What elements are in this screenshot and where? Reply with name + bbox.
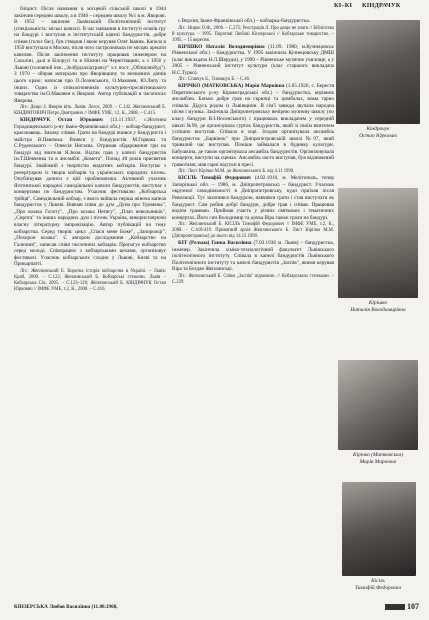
caption-kisil: Кісіль Тимофій Федорович bbox=[354, 578, 402, 591]
entry-kindrachuk bbox=[14, 117, 166, 268]
page-number-value: 107 bbox=[407, 602, 419, 611]
left-column bbox=[14, 6, 166, 612]
entry-text: (7.03.1936 м. Львів) – бандуристка, інженер. Закінчила хіміко-технологічний факультет Львівського політехнічного інституту. Співала в капелі бандуристів Львівського Політехнічного інституту та капелі бандуристів „Заспів", якими керував Віра та Богдан Жеплинські. bbox=[172, 240, 334, 273]
entry-kit bbox=[172, 240, 334, 273]
entry-kirishko bbox=[172, 44, 334, 77]
entry-name: КІРІШКО Наталія Володимирівна bbox=[178, 43, 265, 50]
mid-top-text: с.Верхня, Івано-Франківської обл.) – кобзарка-бандуристка. bbox=[178, 18, 310, 24]
entry-kirichko bbox=[172, 83, 334, 168]
entry-literature: Літ.: Ставчук Б., Тимощук Б. – С.46. bbox=[178, 77, 251, 83]
entry-literature: Літ.: Лист Кірічко М.М. до Жеплинського Б. від 4.11.1990. bbox=[178, 169, 295, 175]
entry-literature: Літ.: Жеплинський Б. КІСІЛЬ Тимофій Федорович // ІМФЕ УМЕ, т.2, К., 2008. – С.418-419. Приватний архів Жеплинського Б. Лист Кірічко М.М. (Дніпропетровськ) до нього від 14.12.1990. bbox=[172, 222, 334, 240]
page-number-bar bbox=[385, 604, 405, 610]
footer-entry: КІНЗЕРСЬКА Любов Василівна (11.08.1960, bbox=[14, 604, 118, 610]
entry-text: (11.09. 1980, м.Кузнецовськ Рівненської обл.) – бандуристка. У 1995 закінчила Кузнецовську ДМШ (клас викладача Н.Л.Шеруди), у 1999 – Рівненське музичне училище, а у 2005 – Рівненський інститут культури (клас старшого викладача Н.С.Турко). bbox=[172, 43, 334, 76]
running-head-left: КІ–КІ bbox=[334, 2, 353, 9]
photo-kisil bbox=[342, 482, 416, 576]
photo-kindrachuk bbox=[336, 20, 420, 124]
caption-kirishko: Кірішко Наталія Володимирівна bbox=[350, 300, 406, 313]
caption-kirichko: Кірічко (Матковська) Марія Марківна bbox=[352, 452, 403, 465]
middle-column bbox=[172, 18, 334, 618]
entry-text: (4.02.1910, м. Мелітополь, тепер Запорізької обл. – 1986, м. Дніпропетровськ) – бандурист. Учасник окружної самодіяльності в Дніпропетровську, куди приїхав після Революції. Тут захопився бандурою, навчився грати і став виступати як бандурист. Сам робив добрі бандури, добре грав і співав. Працював водієм трамваю. Приймав участь у різних святкових і тематичних концертах. Його син Володимир та дочка Віра також грали на бандурі. bbox=[172, 175, 334, 221]
intro-literature: Літ.: Дещо З. Яворів віть. Львів: Логос, 2009. – С.142. Жеплинський Б. КІНДРАТОВИЧ Петро Дмитрович // ІМФЕ УМЕ, т.2, К., 2008. – С.415. bbox=[14, 105, 166, 117]
entry-text: (1.05.1926, с. Берестя Пирятинського р-ну Кіровоградської обл.) – бандуристка, керівник ансамблю. Батько добре грав на скрипці та цимбалах, мама гарно співала. Дідусь родом із Львівщини. В сім'ї завжди звучала народна пісня і музика. Закінчила Дніпропетровську вечірню музичну школу (по класу бандури В.І.Носенського) і працювала викладачем у середній школі №96, де організувала гурток бандуристів, який зі своїм вчителем успішно виступав. Співала в хорі. Згодом організувала ансамбль бандуристок „Барвінок" при Дніпропетровській школі №97, який тривалий час виступав. Пізніше займалася в будинку культури. Бабушкіна, де також організувала ансамбль бандуристів. Організовувала концерти, виступи на сценах. Ансамбль часто виступав, був відзначений грамотами, мав гарні відгуки в пресі. bbox=[172, 83, 334, 168]
entry-literature: Літ.: Жеплинський Б. Співи „Заспів" відмовою. // Кобзарським стежками. – С.229. bbox=[172, 273, 334, 285]
entry-name: КІНДРАЧУК Остап Юркович bbox=[20, 117, 103, 124]
entry-literature: Літ.: Жеплинський Б. Коротка історія кобзарства в Україні. – Львів: Край, 2000. – С.122; Жеплинський Б. Кобзарські стежини. Львів – Кобзарська Січ, 2005. – С.123–126; Жеплинський Б. КІНДРАЧУК Остап Юркович // ІМФЕ УМЕ, т.2, К., 2008. – С.416. bbox=[14, 268, 166, 292]
page-number bbox=[385, 602, 419, 611]
intro-paragraph: бліцист. Після навчання в місцевій сільській школі в 1944 закінчив середню школу, а в 1946 – середню школу №1 в м. Яворові. В 1952 – закінчив Львівський Політехнічний інститут (спеціальність: міські шляхи). В час навчання в інституті освоїв гру на бандурі і виступав в інститутській капелі бандуристів, добре співав (голос бас), був створив і якою керував Олег Іваник. Капела в 1950 виступала в Москві, після чого гастролювала по місцях арешти капелян. Після закінчення інституту працював інженером на Сахаліні, далі в Білорусі та в Ніжині на Чернігівщині, а з 1956 у Львові (головний інж. „Зелбудзахідтрансу" з.т. пост. „Облшляхбуд"). З 1970 – збирав матеріали про Яворівщину та визначних діячів цього краю; написав про О.Лозинського, О.Маковея, Ю.Липу та інших. Один із співзасновників культурно-просвітницького товариства ім.О.Маковея в Яворові. Автор публікацій в часописах Яворова. bbox=[14, 6, 166, 104]
entry-kisil bbox=[172, 175, 334, 221]
running-head-right: КІНДРАЧУК bbox=[361, 2, 401, 9]
entry-name: КІСІЛЬ Тимофій Федорович bbox=[178, 175, 251, 182]
photo-kirichko bbox=[338, 360, 418, 450]
mid-top-literature: Літ.: Нирко О.Ф., 2006. – С.275; Реєстрація Л. Про дещо не знати // Бібліотека й культура. – 1995. Порогові Любові Кінзерської // Кобзарське товариство. – 1995. – 15 вересня. bbox=[172, 25, 334, 43]
running-head bbox=[334, 2, 408, 9]
entry-text: (13.11.1937, с.Яготина Городищенського р-ну Івано-Франківської обл.) – кобзар-бандурист, краєзнавець. Змалку співав. Грати на бандурі вчився у бандуриста і майстра В.Павлюка. Вчився у бандуристів М.Горвака та С.Руденського – Олексія Нигаєва. Отримав обдаровання гри на бандурі від вчителя Я.Зюзя. Відтак грав у капелі бандуристів ім.Т.Шевченка та в ансамблі „Комета". Понад 40 років присвятив бандурі. Знайомий з творчістю видатних кобзарів. Виступає з репертуаром із творів кобзарів та українських народних пісень. Опублікував дописи з цієї проблематики. Активний учасник Яготинської народної самодіяльної капели бандуристів, виступає з концертами по бандуристам. Учасник фестивалю „Кобзарська трійця". Самодіяльний кобзар, з якого вийшла перша жіноча капела бандуристок у Львові. Вивчав співи до дум „Дума про Удовенка", „Про козака Голоту", „Про козака Нетягу", „Плач невольників", „Сирота" та інших народних дум і пісень Україна, використовуючи власну літературну імпровізацію. Автор публікацій на тему кобзарства. Серед творів: цикл „Спаси мене Боже", „Запорожці", „Похорон козака". Є автором дослідження „Кобзарство на Галичині", записав співи численних кобзарів. Пропагує кобзарство серед молоді. Співпрацює з кобзарськими цехами, організовує фестивалі. Учасник кобзарських сходин у Львові, Києві та на Прикарпатті. bbox=[14, 117, 166, 268]
caption-kindrachuk: Кіндрачук Остап Юркович bbox=[359, 126, 397, 139]
entry-name: КІТ (Рельна) Ганна Василівна bbox=[178, 240, 252, 247]
photo-kirishko bbox=[338, 188, 418, 298]
entry-name: КІРІЧКО (МАТКОВСЬКА) Марія Марківна bbox=[178, 83, 285, 90]
